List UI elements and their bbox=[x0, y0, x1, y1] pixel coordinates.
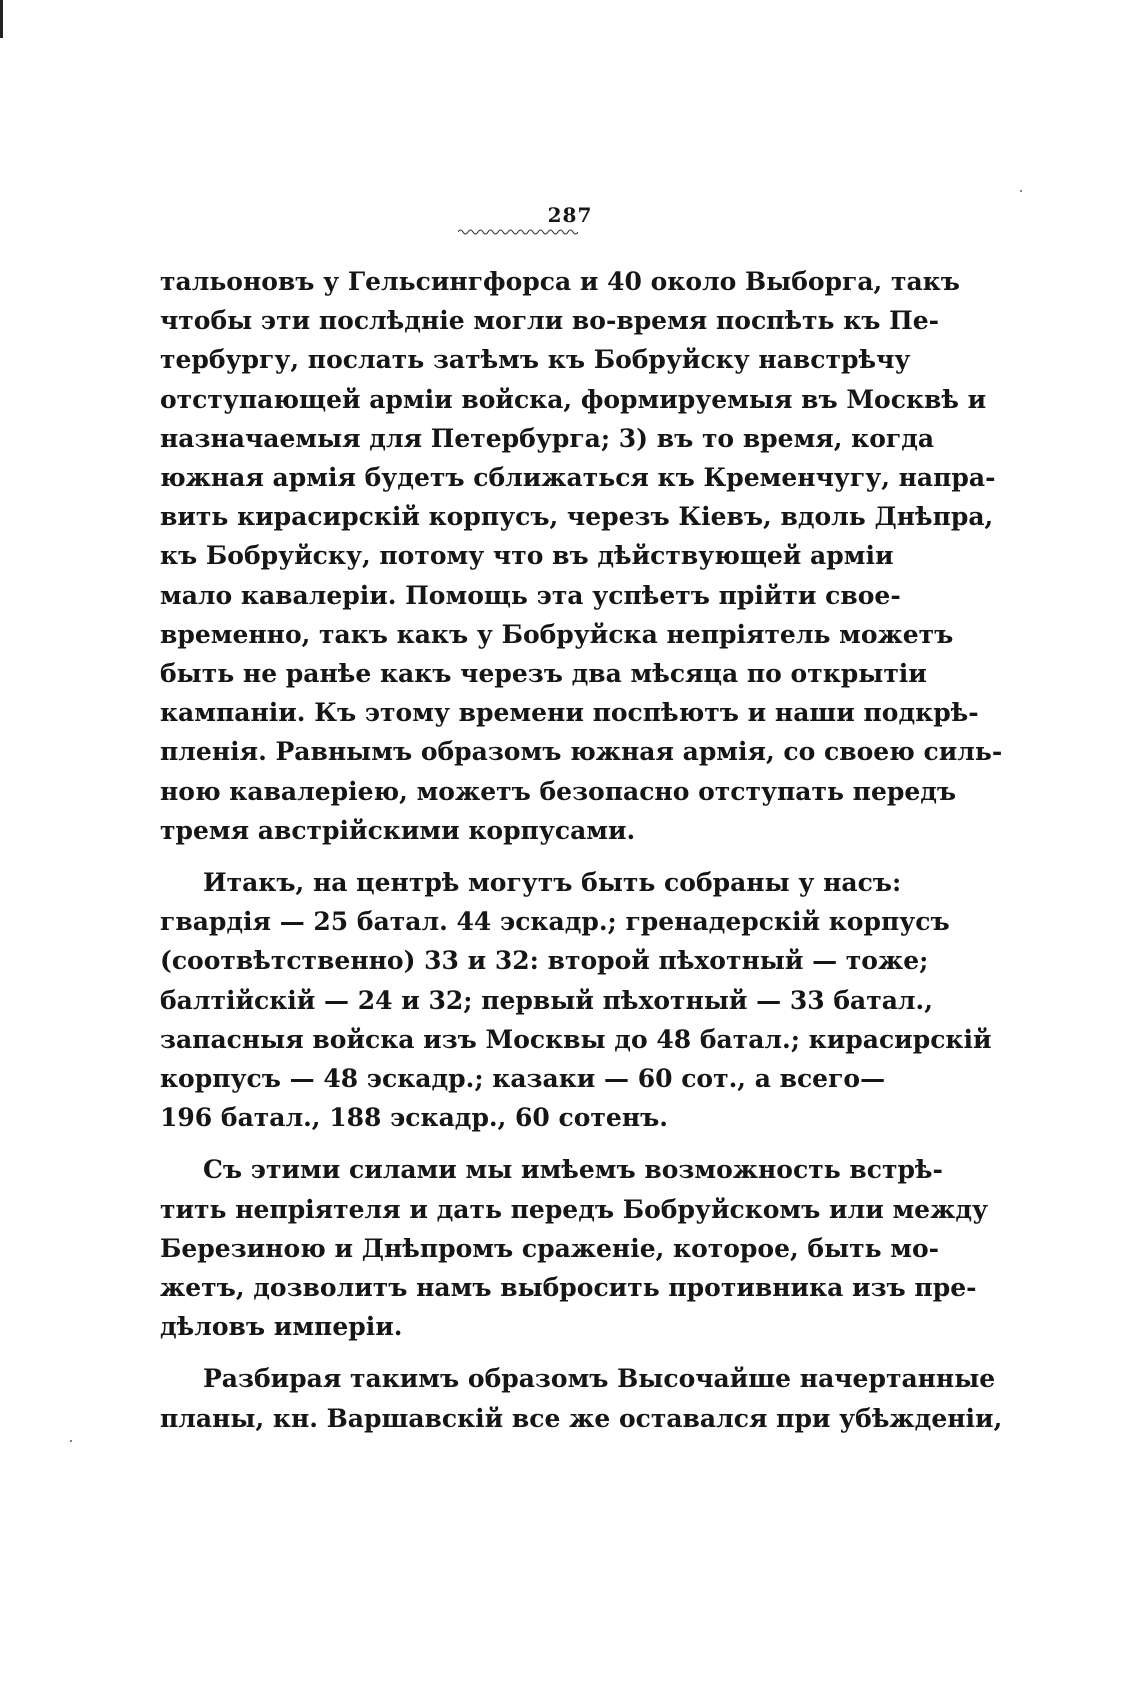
paragraph bbox=[160, 262, 1003, 850]
text-line: вить кирасирскій корпусъ, черезъ Кіевъ, вдоль Днѣпра, bbox=[160, 502, 994, 532]
text-line: Разбирая такимъ образомъ Высочайше начертанные bbox=[203, 1364, 996, 1394]
page-header bbox=[0, 204, 1140, 226]
wavy-rule-ornament bbox=[458, 228, 578, 236]
text-line: къ Бобруйску, потому что въ дѣйствующей арміи bbox=[160, 541, 894, 571]
text-line: Итакъ, на центрѣ могутъ быть собраны у насъ: bbox=[203, 868, 902, 898]
text-line: 196 батал., 188 эскадр., 60 сотенъ. bbox=[160, 1103, 668, 1133]
text-line: дѣловъ имперіи. bbox=[160, 1312, 403, 1342]
text-line: ною кавалеріею, можетъ безопасно отступать передъ bbox=[160, 776, 957, 806]
text-line: (соотвѣтственно) 33 и 32: второй пѣхотный — тоже; bbox=[160, 946, 929, 976]
text-line: временно, такъ какъ у Бобруйска непріятель можетъ bbox=[160, 619, 954, 649]
paragraph bbox=[160, 1150, 988, 1346]
text-line: назначаемыя для Петербурга; 3) въ то время, когда bbox=[160, 423, 935, 453]
paragraph bbox=[160, 1359, 1003, 1437]
page-number: 287 bbox=[547, 203, 593, 227]
paragraph bbox=[160, 863, 992, 1137]
text-line: тить непріятеля и дать передъ Бобруйскомъ или между bbox=[160, 1194, 988, 1224]
text-line: чтобы эти послѣдніе могли во-время поспѣть къ Пе- bbox=[160, 306, 940, 336]
text-line: запасныя войска изъ Москвы до 48 батал.; кирасирскій bbox=[160, 1024, 992, 1054]
text-line: пленія. Равнымъ образомъ южная армія, со своею силь- bbox=[160, 737, 1003, 767]
text-line: балтійскій — 24 и 32; первый пѣхотный — 33 батал., bbox=[160, 985, 933, 1015]
text-line: тремя австрійскими корпусами. bbox=[160, 815, 636, 845]
scan-speck bbox=[1020, 190, 1022, 192]
body-text bbox=[160, 262, 1003, 1438]
text-line: Березиною и Днѣпромъ сраженіе, которое, быть мо- bbox=[160, 1233, 940, 1263]
scan-edge-mark bbox=[0, 0, 3, 38]
text-line: Съ этими силами мы имѣемъ возможность встрѣ- bbox=[203, 1155, 943, 1185]
text-line: планы, кн. Варшавскій все же оставался при убѣжденіи, bbox=[160, 1403, 1003, 1433]
text-line: жетъ, дозволитъ намъ выбросить противника изъ пре- bbox=[160, 1273, 977, 1303]
text-line: тербургу, послать затѣмъ къ Бобруйску навстрѣчу bbox=[160, 345, 911, 375]
scan-speck bbox=[70, 1440, 72, 1442]
text-line: корпусъ — 48 эскадр.; казаки — 60 сот., а всего— bbox=[160, 1064, 886, 1094]
text-line: гвардія — 25 батал. 44 эскадр.; гренадерскій корпусъ bbox=[160, 907, 950, 937]
text-line: мало кавалеріи. Помощь эта успѣетъ прійти свое- bbox=[160, 580, 901, 610]
text-line: кампаніи. Къ этому времени поспѣютъ и наши подкрѣ- bbox=[160, 698, 979, 728]
text-line: отступающей арміи войска, формируемыя въ Москвѣ и bbox=[160, 384, 987, 414]
text-line: быть не ранѣе какъ черезъ два мѣсяца по открытіи bbox=[160, 659, 927, 689]
text-line: тальоновъ у Гельсингфорса и 40 около Выборга, такъ bbox=[160, 267, 960, 296]
text-line: южная армія будетъ сближаться къ Кременчугу, напра- bbox=[160, 463, 996, 493]
